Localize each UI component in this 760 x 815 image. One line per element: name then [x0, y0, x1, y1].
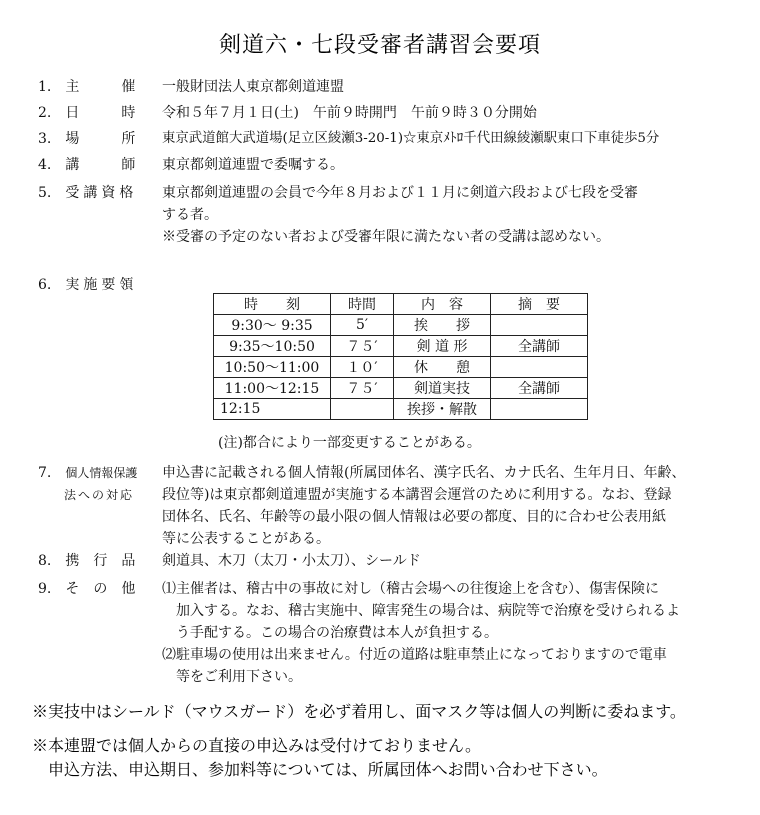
cell-time: 9:35～10:50 — [214, 336, 331, 357]
item-number: 9. — [38, 581, 52, 597]
table-row — [214, 315, 588, 336]
cell-time: 12:15 — [214, 399, 331, 420]
item-text: 一般財団法人東京都剣道連盟 — [162, 79, 344, 95]
item-number: 7. — [38, 465, 52, 481]
cell-duration — [331, 399, 394, 420]
cell-remarks — [491, 357, 588, 378]
cell-content: 休 憩 — [394, 357, 491, 378]
item-number: 8. — [38, 553, 52, 569]
item-label-second-line: 法への対応 — [64, 488, 135, 502]
item-text: 東京都剣道連盟の会員で今年８月および１１月に剣道六段および七段を受審 — [162, 185, 638, 201]
notice-shield: ※実技中はシールド（マウスガード）を必ず着用し、面マスク等は個人の判断に委ねます。 — [32, 702, 686, 721]
table-row — [214, 378, 588, 399]
column-header-remarks: 摘 要 — [491, 294, 588, 315]
cell-content: 挨 拶 — [394, 315, 491, 336]
item-text: 段位等)は東京都剣道連盟が実施する本講習会運営のために利用する。なお、登録 — [162, 487, 672, 503]
item-text: 等をご利用下さい。 — [162, 669, 302, 685]
item-text: 加入する。なお、稽古実施中、障害発生の場合は、病院等で治療を受けられるよ — [162, 603, 680, 619]
item-number: 3. — [38, 131, 52, 147]
cell-time: 10:50～11:00 — [214, 357, 331, 378]
table-row — [214, 357, 588, 378]
item-label: そ の 他 — [65, 581, 136, 597]
item-number: 6. — [38, 277, 52, 293]
cell-duration: ７５′ — [331, 378, 394, 399]
cell-duration: 5′ — [331, 315, 394, 336]
item-number: 1. — [38, 79, 52, 95]
item-label: 場 所 — [65, 131, 136, 147]
cell-duration: １０′ — [331, 357, 394, 378]
item-label: 主 催 — [65, 79, 136, 95]
cell-time: 11:00～12:15 — [214, 378, 331, 399]
item-number: 5. — [38, 185, 52, 201]
item-number: 4. — [38, 157, 52, 173]
column-header-time: 時 刻 — [214, 294, 331, 315]
item-label: 受講資格 — [65, 185, 138, 201]
cell-remarks — [491, 399, 588, 420]
table-row — [214, 336, 588, 357]
item-text: ※受審の予定のない者および受審年限に満たない者の受講は認めない。 — [162, 229, 610, 245]
cell-content: 剣道実技 — [394, 378, 491, 399]
item-text: 東京都剣道連盟で委嘱する。 — [162, 157, 344, 173]
item-text: する者。 — [162, 207, 218, 223]
cell-remarks: 全講師 — [491, 378, 588, 399]
cell-content: 剣 道 形 — [394, 336, 491, 357]
table-header-row — [214, 294, 588, 315]
schedule-note: (注)都合により一部変更することがある。 — [218, 435, 481, 451]
item-number: 2. — [38, 105, 52, 121]
cell-duration: ７５′ — [331, 336, 394, 357]
notice-contact-group: 申込方法、申込期日、参加料等については、所属団体へお問い合わせ下さい。 — [32, 760, 608, 779]
item-text: 令和５年７月１日(土) 午前９時開門 午前９時３０分開始 — [162, 105, 537, 121]
item-label: 携 行 品 — [65, 553, 136, 569]
table-row — [214, 399, 588, 420]
column-header-duration: 時間 — [331, 294, 394, 315]
document-title: 剣道六・七段受審者講習会要項 — [218, 33, 541, 58]
schedule-table — [213, 293, 588, 420]
item-text: 申込書に記載される個人情報(所属団体名、漢字氏名、カナ氏名、生年月日、年齢、 — [162, 465, 686, 481]
item-label: 実施要領 — [65, 277, 138, 293]
item-label: 日 時 — [65, 105, 136, 121]
item-text: ⑵駐車場の使用は出来ません。付近の道路は駐車禁止になっておりますので電車 — [162, 647, 667, 663]
cell-content: 挨拶・解散 — [394, 399, 491, 420]
notice-no-direct-application: ※本連盟では個人からの直接の申込みは受付けておりません。 — [32, 736, 481, 755]
item-text: 東京武道館大武道場(足立区綾瀬3-20-1)☆東京ﾒﾄﾛ千代田線綾瀬駅東口下車徒歩5分 — [162, 131, 660, 146]
item-label: 講 師 — [65, 157, 136, 173]
cell-remarks: 全講師 — [491, 336, 588, 357]
item-text: 団体名、氏名、年齢等の最小限の個人情報は必要の都度、目的に合わせ公表用紙 — [162, 509, 666, 525]
item-text: 等に公表することがある。 — [162, 531, 330, 547]
item-text: う手配する。この場合の治療費は本人が負担する。 — [162, 625, 498, 641]
item-text: 剣道具、木刀（太刀・小太刀）、シールド — [162, 553, 421, 569]
cell-remarks — [491, 315, 588, 336]
column-header-content: 内 容 — [394, 294, 491, 315]
item-label: 個人情報保護 — [65, 466, 138, 480]
item-text: ⑴主催者は、稽古中の事故に対し（稽古会場への往復途上を含む）、傷害保険に — [162, 581, 659, 597]
cell-time: 9:30～ 9:35 — [214, 315, 331, 336]
